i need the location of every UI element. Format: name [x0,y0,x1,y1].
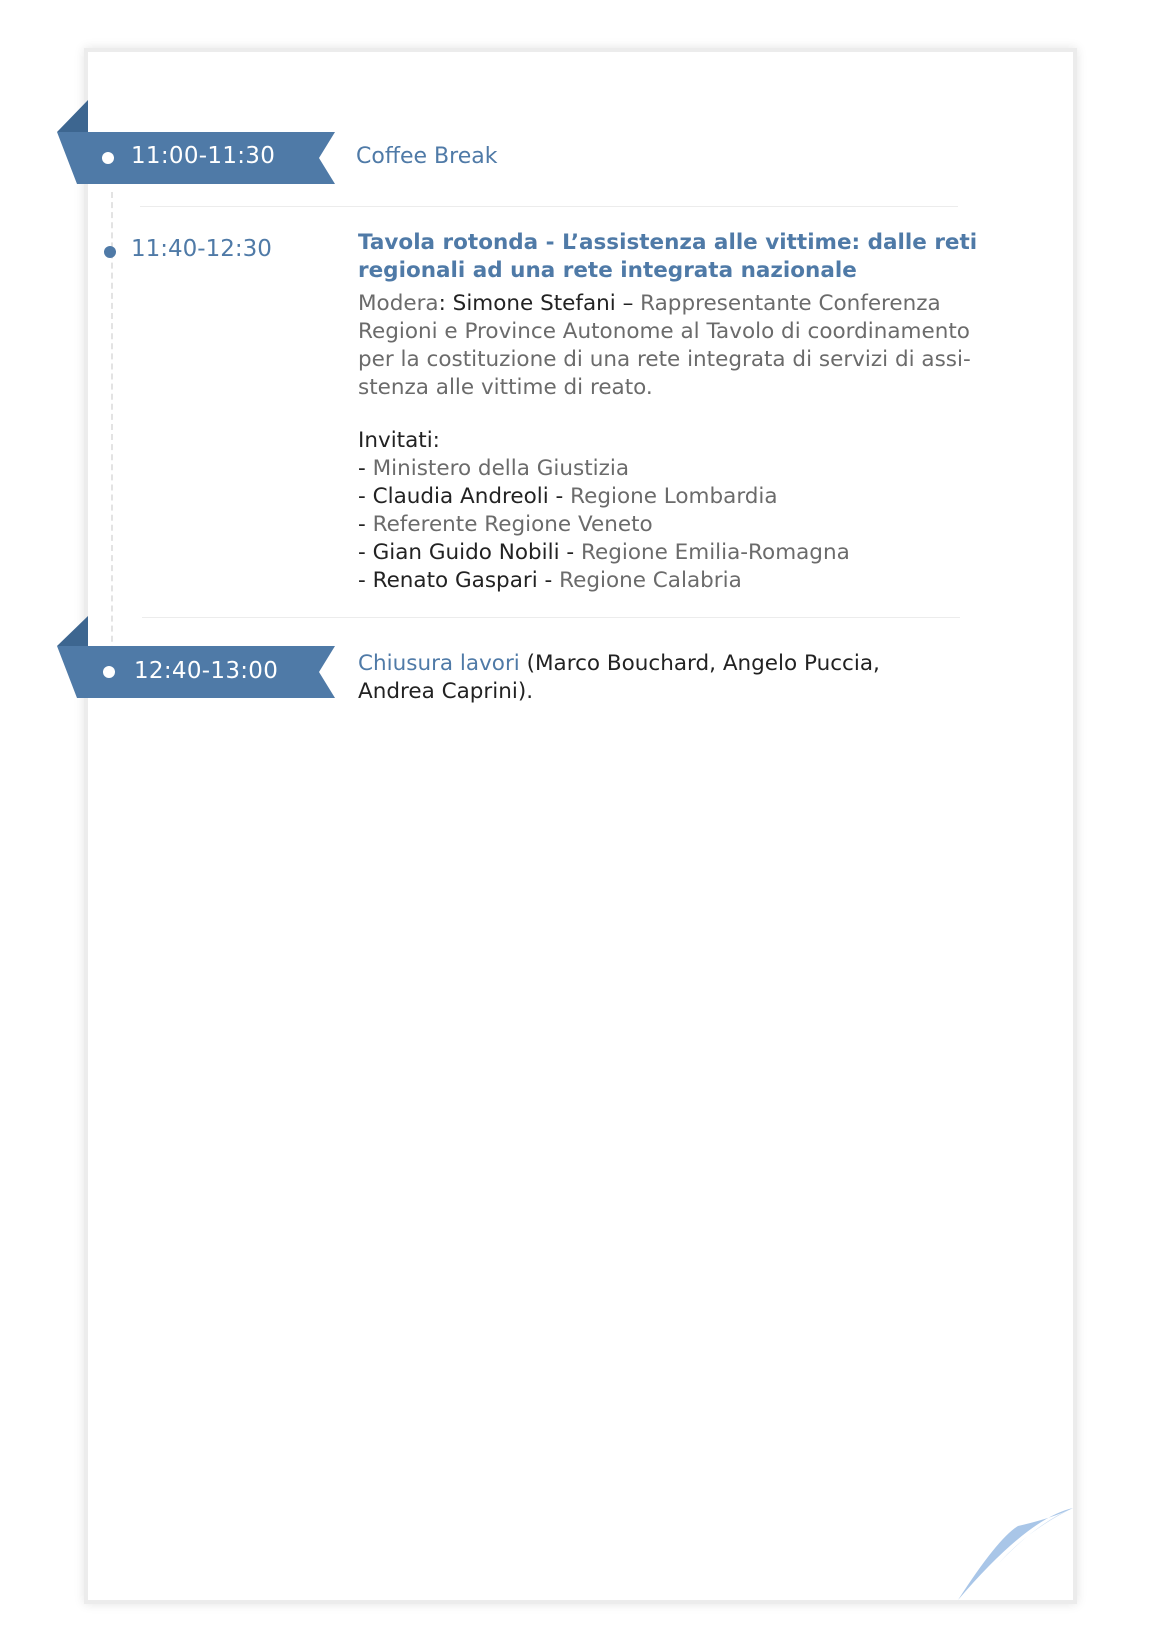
list-item [358,511,998,539]
moderator-paragraph [358,290,998,402]
moderator-label: Modera [358,291,439,316]
item-prefix: - [358,484,373,509]
session-1-time-ribbon [57,100,342,186]
item-prefix: - [358,540,373,565]
moderator-dash: – [615,291,641,316]
session-time: 11:00-11:30 [131,143,276,169]
session-1-title: Coffee Break [356,144,498,169]
moderator-name: Simone Stefani [452,291,616,316]
session-2-time: 11:40-12:30 [131,236,272,262]
invited-list [358,455,998,595]
item-org: Regione Lombardia [570,484,778,509]
item-sep: - [559,540,582,565]
item-name: Renato Gaspari [372,568,538,593]
timeline-line [111,192,113,672]
session-3-time-ribbon [57,616,342,702]
session-3-content [358,650,958,706]
item-org: Regione Calabria [559,568,742,593]
list-item [358,539,998,567]
session-time: 12:40-13:00 [134,658,279,684]
session-3-title: Chiusura lavori [358,651,520,676]
item-sep: - [548,484,571,509]
list-item [358,567,998,595]
item-prefix: - [358,568,373,593]
moderator-role: Rappresentante Conferenza Regioni e Province Autonome al Tavolo di coordinamento per la costituzione di una rete integrata di servizi di assi-stenza alle vittime di reato. [358,291,971,400]
divider [140,206,958,207]
item-prefix: - [358,512,373,537]
item-org: Ministero della Giustizia [372,456,630,481]
timeline-dot-icon [103,666,115,678]
item-org: Referente Regione Veneto [372,512,653,537]
item-name: Claudia Andreoli [372,484,549,509]
timeline-dot-icon [102,152,114,164]
timeline-dot-icon [104,246,116,258]
list-item [358,455,998,483]
item-org: Regione Emilia-Romagna [581,540,850,565]
item-name: Gian Guido Nobili [372,540,560,565]
page-curl-icon [958,1508,1073,1600]
list-item [358,483,998,511]
invited-label: Invitati: [358,428,440,453]
item-sep: - [537,568,560,593]
moderator-sep: : [438,291,453,316]
session-3-details: (Marco Bouchard, Angelo Puccia, Andrea Caprini). [358,651,880,704]
session-2-title: Tavola rotonda - L’assistenza alle vittime: dalle reti regionali ad una rete integrata nazionale [358,230,978,283]
item-prefix: - [358,456,373,481]
session-2-content [358,229,998,595]
